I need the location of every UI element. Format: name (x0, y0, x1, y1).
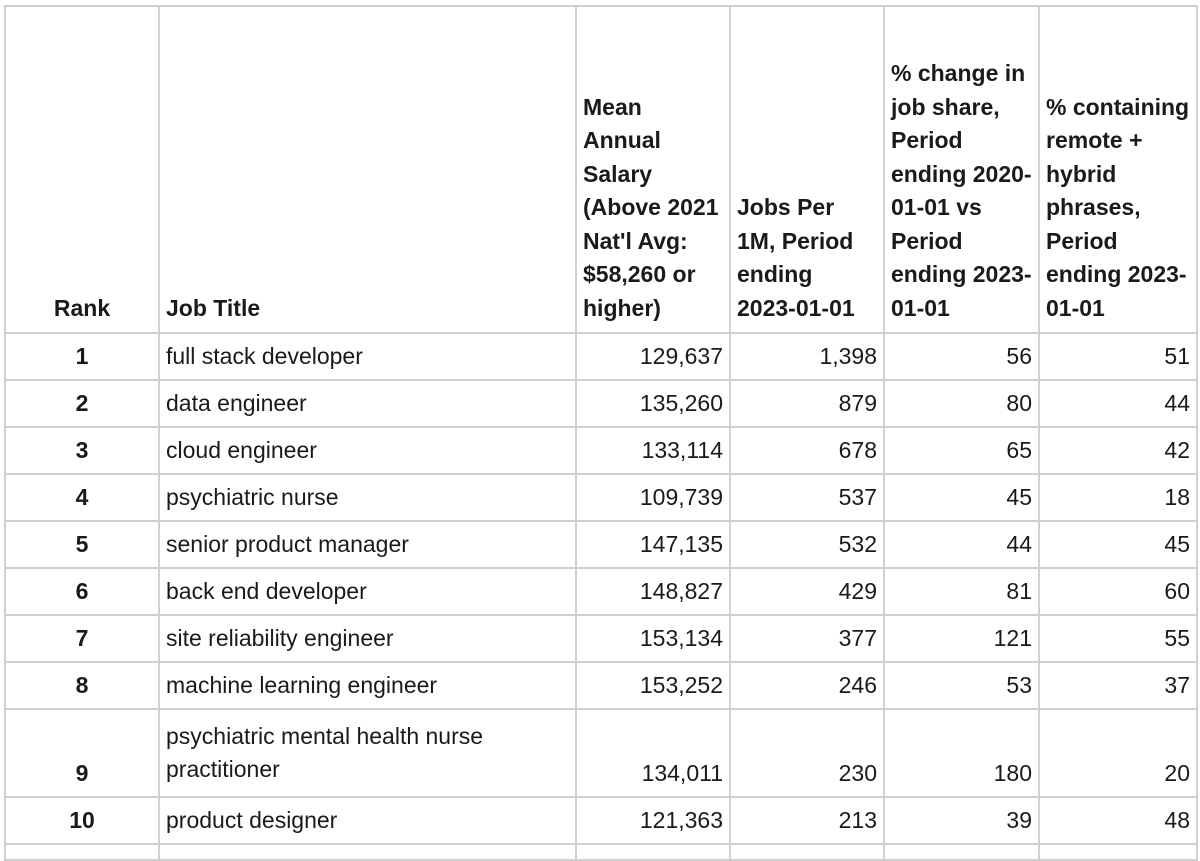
header-row (5, 6, 1197, 333)
table-row (5, 568, 1197, 615)
jobs-cell: 230 (730, 709, 884, 797)
salary-cell: 121,363 (576, 797, 730, 844)
table-row (5, 427, 1197, 474)
rank-cell: 6 (5, 568, 159, 615)
rank-cell: 5 (5, 521, 159, 568)
empty-cell (576, 844, 730, 860)
salary-cell: 148,827 (576, 568, 730, 615)
header-pct-remote: % containing remote + hybrid phrases, Period ending 2023-01-01 (1039, 6, 1197, 333)
change-cell: 53 (884, 662, 1039, 709)
jobs-cell: 1,398 (730, 333, 884, 380)
job-title-cell: product designer (159, 797, 576, 844)
remote-cell: 48 (1039, 797, 1197, 844)
change-cell: 39 (884, 797, 1039, 844)
job-title-cell: machine learning engineer (159, 662, 576, 709)
table-row (5, 615, 1197, 662)
rank-cell: 8 (5, 662, 159, 709)
jobs-cell: 429 (730, 568, 884, 615)
empty-cell (5, 844, 159, 860)
empty-cell (884, 844, 1039, 860)
table-row (5, 797, 1197, 844)
job-title-cell: senior product manager (159, 521, 576, 568)
salary-cell: 147,135 (576, 521, 730, 568)
rank-cell: 3 (5, 427, 159, 474)
remote-cell: 20 (1039, 709, 1197, 797)
change-cell: 44 (884, 521, 1039, 568)
job-title-cell: site reliability engineer (159, 615, 576, 662)
rank-cell: 10 (5, 797, 159, 844)
header-pct-change: % change in job share, Period ending 2020-01-01 vs Period ending 2023-01-01 (884, 6, 1039, 333)
jobs-table (4, 5, 1198, 861)
rank-cell: 9 (5, 709, 159, 797)
table-row (5, 709, 1197, 797)
remote-cell: 37 (1039, 662, 1197, 709)
header-jobs-per-1m: Jobs Per 1M, Period ending 2023-01-01 (730, 6, 884, 333)
table-row (5, 521, 1197, 568)
salary-cell: 133,114 (576, 427, 730, 474)
table-row (5, 333, 1197, 380)
change-cell: 180 (884, 709, 1039, 797)
remote-cell: 51 (1039, 333, 1197, 380)
remote-cell: 18 (1039, 474, 1197, 521)
job-title-cell: back end developer (159, 568, 576, 615)
jobs-cell: 246 (730, 662, 884, 709)
change-cell: 56 (884, 333, 1039, 380)
jobs-cell: 532 (730, 521, 884, 568)
job-title-cell: cloud engineer (159, 427, 576, 474)
header-salary: Mean Annual Salary (Above 2021 Nat'l Avg: $58,260 or higher) (576, 6, 730, 333)
change-cell: 45 (884, 474, 1039, 521)
rank-cell: 4 (5, 474, 159, 521)
jobs-cell: 879 (730, 380, 884, 427)
remote-cell: 60 (1039, 568, 1197, 615)
table-row-partial (5, 844, 1197, 860)
empty-cell (1039, 844, 1197, 860)
jobs-cell: 213 (730, 797, 884, 844)
empty-cell (159, 844, 576, 860)
change-cell: 65 (884, 427, 1039, 474)
table-row (5, 662, 1197, 709)
salary-cell: 153,252 (576, 662, 730, 709)
jobs-cell: 537 (730, 474, 884, 521)
remote-cell: 45 (1039, 521, 1197, 568)
job-title-cell: psychiatric nurse (159, 474, 576, 521)
remote-cell: 44 (1039, 380, 1197, 427)
empty-cell (730, 844, 884, 860)
salary-cell: 129,637 (576, 333, 730, 380)
rank-cell: 2 (5, 380, 159, 427)
jobs-cell: 678 (730, 427, 884, 474)
remote-cell: 55 (1039, 615, 1197, 662)
remote-cell: 42 (1039, 427, 1197, 474)
salary-cell: 134,011 (576, 709, 730, 797)
change-cell: 121 (884, 615, 1039, 662)
header-rank: Rank (5, 6, 159, 333)
change-cell: 80 (884, 380, 1039, 427)
job-title-cell: full stack developer (159, 333, 576, 380)
table-row (5, 380, 1197, 427)
rank-cell: 1 (5, 333, 159, 380)
change-cell: 81 (884, 568, 1039, 615)
salary-cell: 135,260 (576, 380, 730, 427)
job-title-cell: data engineer (159, 380, 576, 427)
rank-cell: 7 (5, 615, 159, 662)
jobs-cell: 377 (730, 615, 884, 662)
job-title-cell: psychiatric mental health nurse practitioner (159, 709, 576, 797)
salary-cell: 153,134 (576, 615, 730, 662)
salary-cell: 109,739 (576, 474, 730, 521)
header-job-title: Job Title (159, 6, 576, 333)
table-row (5, 474, 1197, 521)
